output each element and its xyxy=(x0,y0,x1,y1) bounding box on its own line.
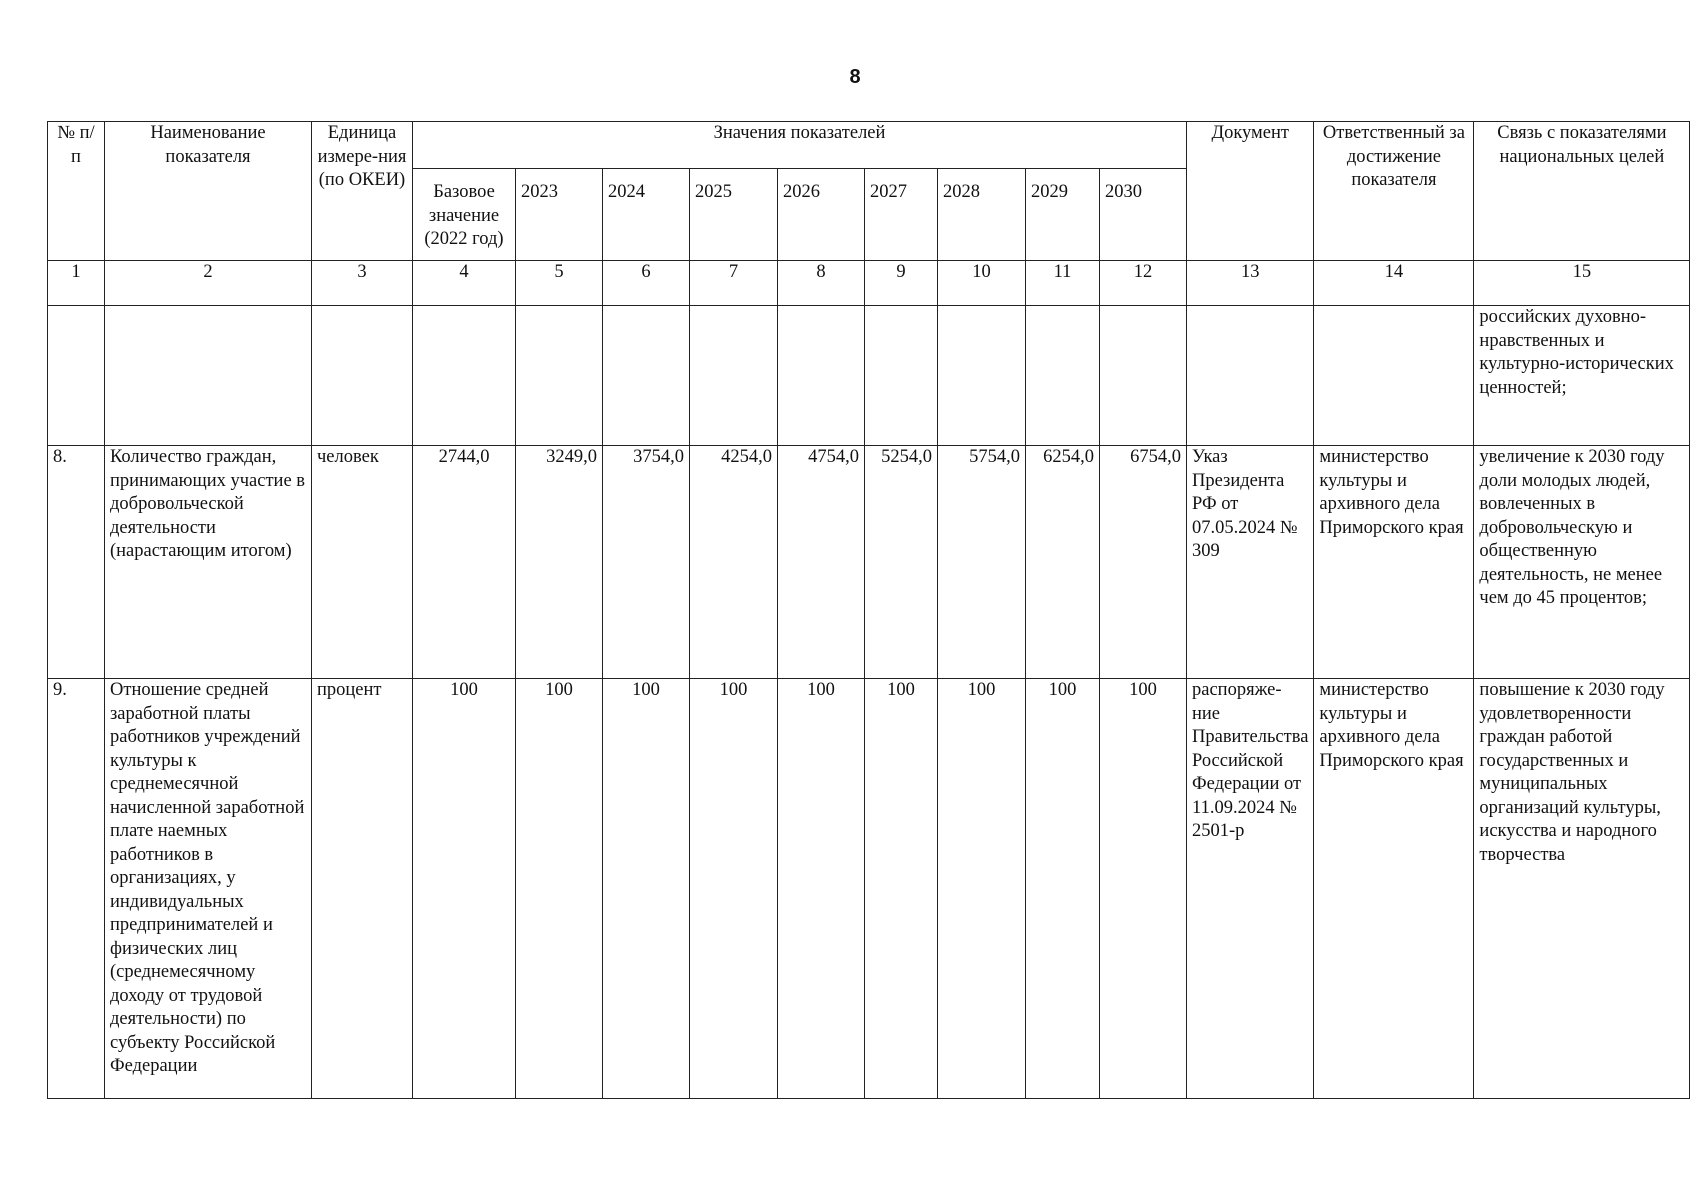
year-value: 6754,0 xyxy=(1100,446,1187,679)
table-row xyxy=(48,446,1690,679)
year-value: 100 xyxy=(603,679,690,1099)
year-value: 4254,0 xyxy=(690,446,778,679)
header-document: Документ xyxy=(1187,122,1314,261)
header-num: № п/п xyxy=(48,122,105,261)
base-value: 100 xyxy=(413,679,516,1099)
header-year: 2023 xyxy=(516,169,603,261)
national-goal-text: российских духовно-нравственных и культурно-исторических ценностей; xyxy=(1474,306,1690,446)
column-number: 14 xyxy=(1314,261,1474,306)
table-row xyxy=(48,679,1690,1099)
header-year: 2027 xyxy=(865,169,938,261)
column-number: 11 xyxy=(1026,261,1100,306)
header-unit: Единица измере-ния (по ОКЕИ) xyxy=(312,122,413,261)
header-name: Наименование показателя xyxy=(105,122,312,261)
year-value: 100 xyxy=(1100,679,1187,1099)
year-value: 100 xyxy=(516,679,603,1099)
header-year: 2026 xyxy=(778,169,865,261)
column-number: 4 xyxy=(413,261,516,306)
year-value: 100 xyxy=(938,679,1026,1099)
year-value: 5254,0 xyxy=(865,446,938,679)
header-year: 2024 xyxy=(603,169,690,261)
row-number: 8. xyxy=(48,446,105,679)
base-value: 2744,0 xyxy=(413,446,516,679)
national-goal-text: повышение к 2030 году удовлетворенности граждан работой государственных и муниципальных организаций культуры, искусства и народного творчества xyxy=(1474,679,1690,1099)
indicator-name: Отношение средней заработной платы работников учреждений культуры к среднемесячной начисленной заработной плате наемных работников в организациях, у индивидуальных предпринимателей и физических лиц (среднемесячному доходу от трудовой деятельности) по субъекту Российской Федерации xyxy=(105,679,312,1099)
header-responsible: Ответственный за достижение показателя xyxy=(1314,122,1474,261)
indicator-name: Количество граждан, принимающих участие в добровольческой деятельности (нарастающим итогом) xyxy=(105,446,312,679)
column-number: 10 xyxy=(938,261,1026,306)
year-value: 3754,0 xyxy=(603,446,690,679)
responsible-text: министерство культуры и архивного дела Приморского края xyxy=(1314,446,1474,679)
year-value: 4754,0 xyxy=(778,446,865,679)
header-values-group: Значения показателей xyxy=(413,122,1187,169)
national-goal-text: увеличение к 2030 году доли молодых людей, вовлеченных в добровольческую и общественную деятельность, не менее чем до 45 процентов; xyxy=(1474,446,1690,679)
column-number: 6 xyxy=(603,261,690,306)
column-number: 9 xyxy=(865,261,938,306)
header-row xyxy=(48,122,1690,169)
document-text: распоряже-ние Правительства Российской Федерации от 11.09.2024 № 2501-р xyxy=(1187,679,1314,1099)
year-value: 3249,0 xyxy=(516,446,603,679)
column-number: 3 xyxy=(312,261,413,306)
responsible-text: министерство культуры и архивного дела Приморского края xyxy=(1314,679,1474,1099)
header-year: 2030 xyxy=(1100,169,1187,261)
column-numbers-row xyxy=(48,261,1690,306)
column-number: 1 xyxy=(48,261,105,306)
header-national-goals: Связь с показателями национальных целей xyxy=(1474,122,1690,261)
header-year: 2029 xyxy=(1026,169,1100,261)
year-value: 100 xyxy=(690,679,778,1099)
page-number: 8 xyxy=(849,66,861,88)
column-number: 5 xyxy=(516,261,603,306)
column-number: 7 xyxy=(690,261,778,306)
header-base-value: Базовое значение (2022 год) xyxy=(413,169,516,261)
header-year: 2025 xyxy=(690,169,778,261)
year-value: 6254,0 xyxy=(1026,446,1100,679)
year-value: 100 xyxy=(1026,679,1100,1099)
year-value: 100 xyxy=(865,679,938,1099)
column-number: 2 xyxy=(105,261,312,306)
header-year: 2028 xyxy=(938,169,1026,261)
row-number: 9. xyxy=(48,679,105,1099)
indicator-unit: процент xyxy=(312,679,413,1099)
column-number: 12 xyxy=(1100,261,1187,306)
document-text: Указ Президента РФ от 07.05.2024 № 309 xyxy=(1187,446,1314,679)
column-number: 15 xyxy=(1474,261,1690,306)
column-number: 8 xyxy=(778,261,865,306)
year-value: 5754,0 xyxy=(938,446,1026,679)
indicator-unit: человек xyxy=(312,446,413,679)
indicators-table xyxy=(47,121,1690,1099)
column-number: 13 xyxy=(1187,261,1314,306)
continuation-row xyxy=(48,306,1690,446)
year-value: 100 xyxy=(778,679,865,1099)
